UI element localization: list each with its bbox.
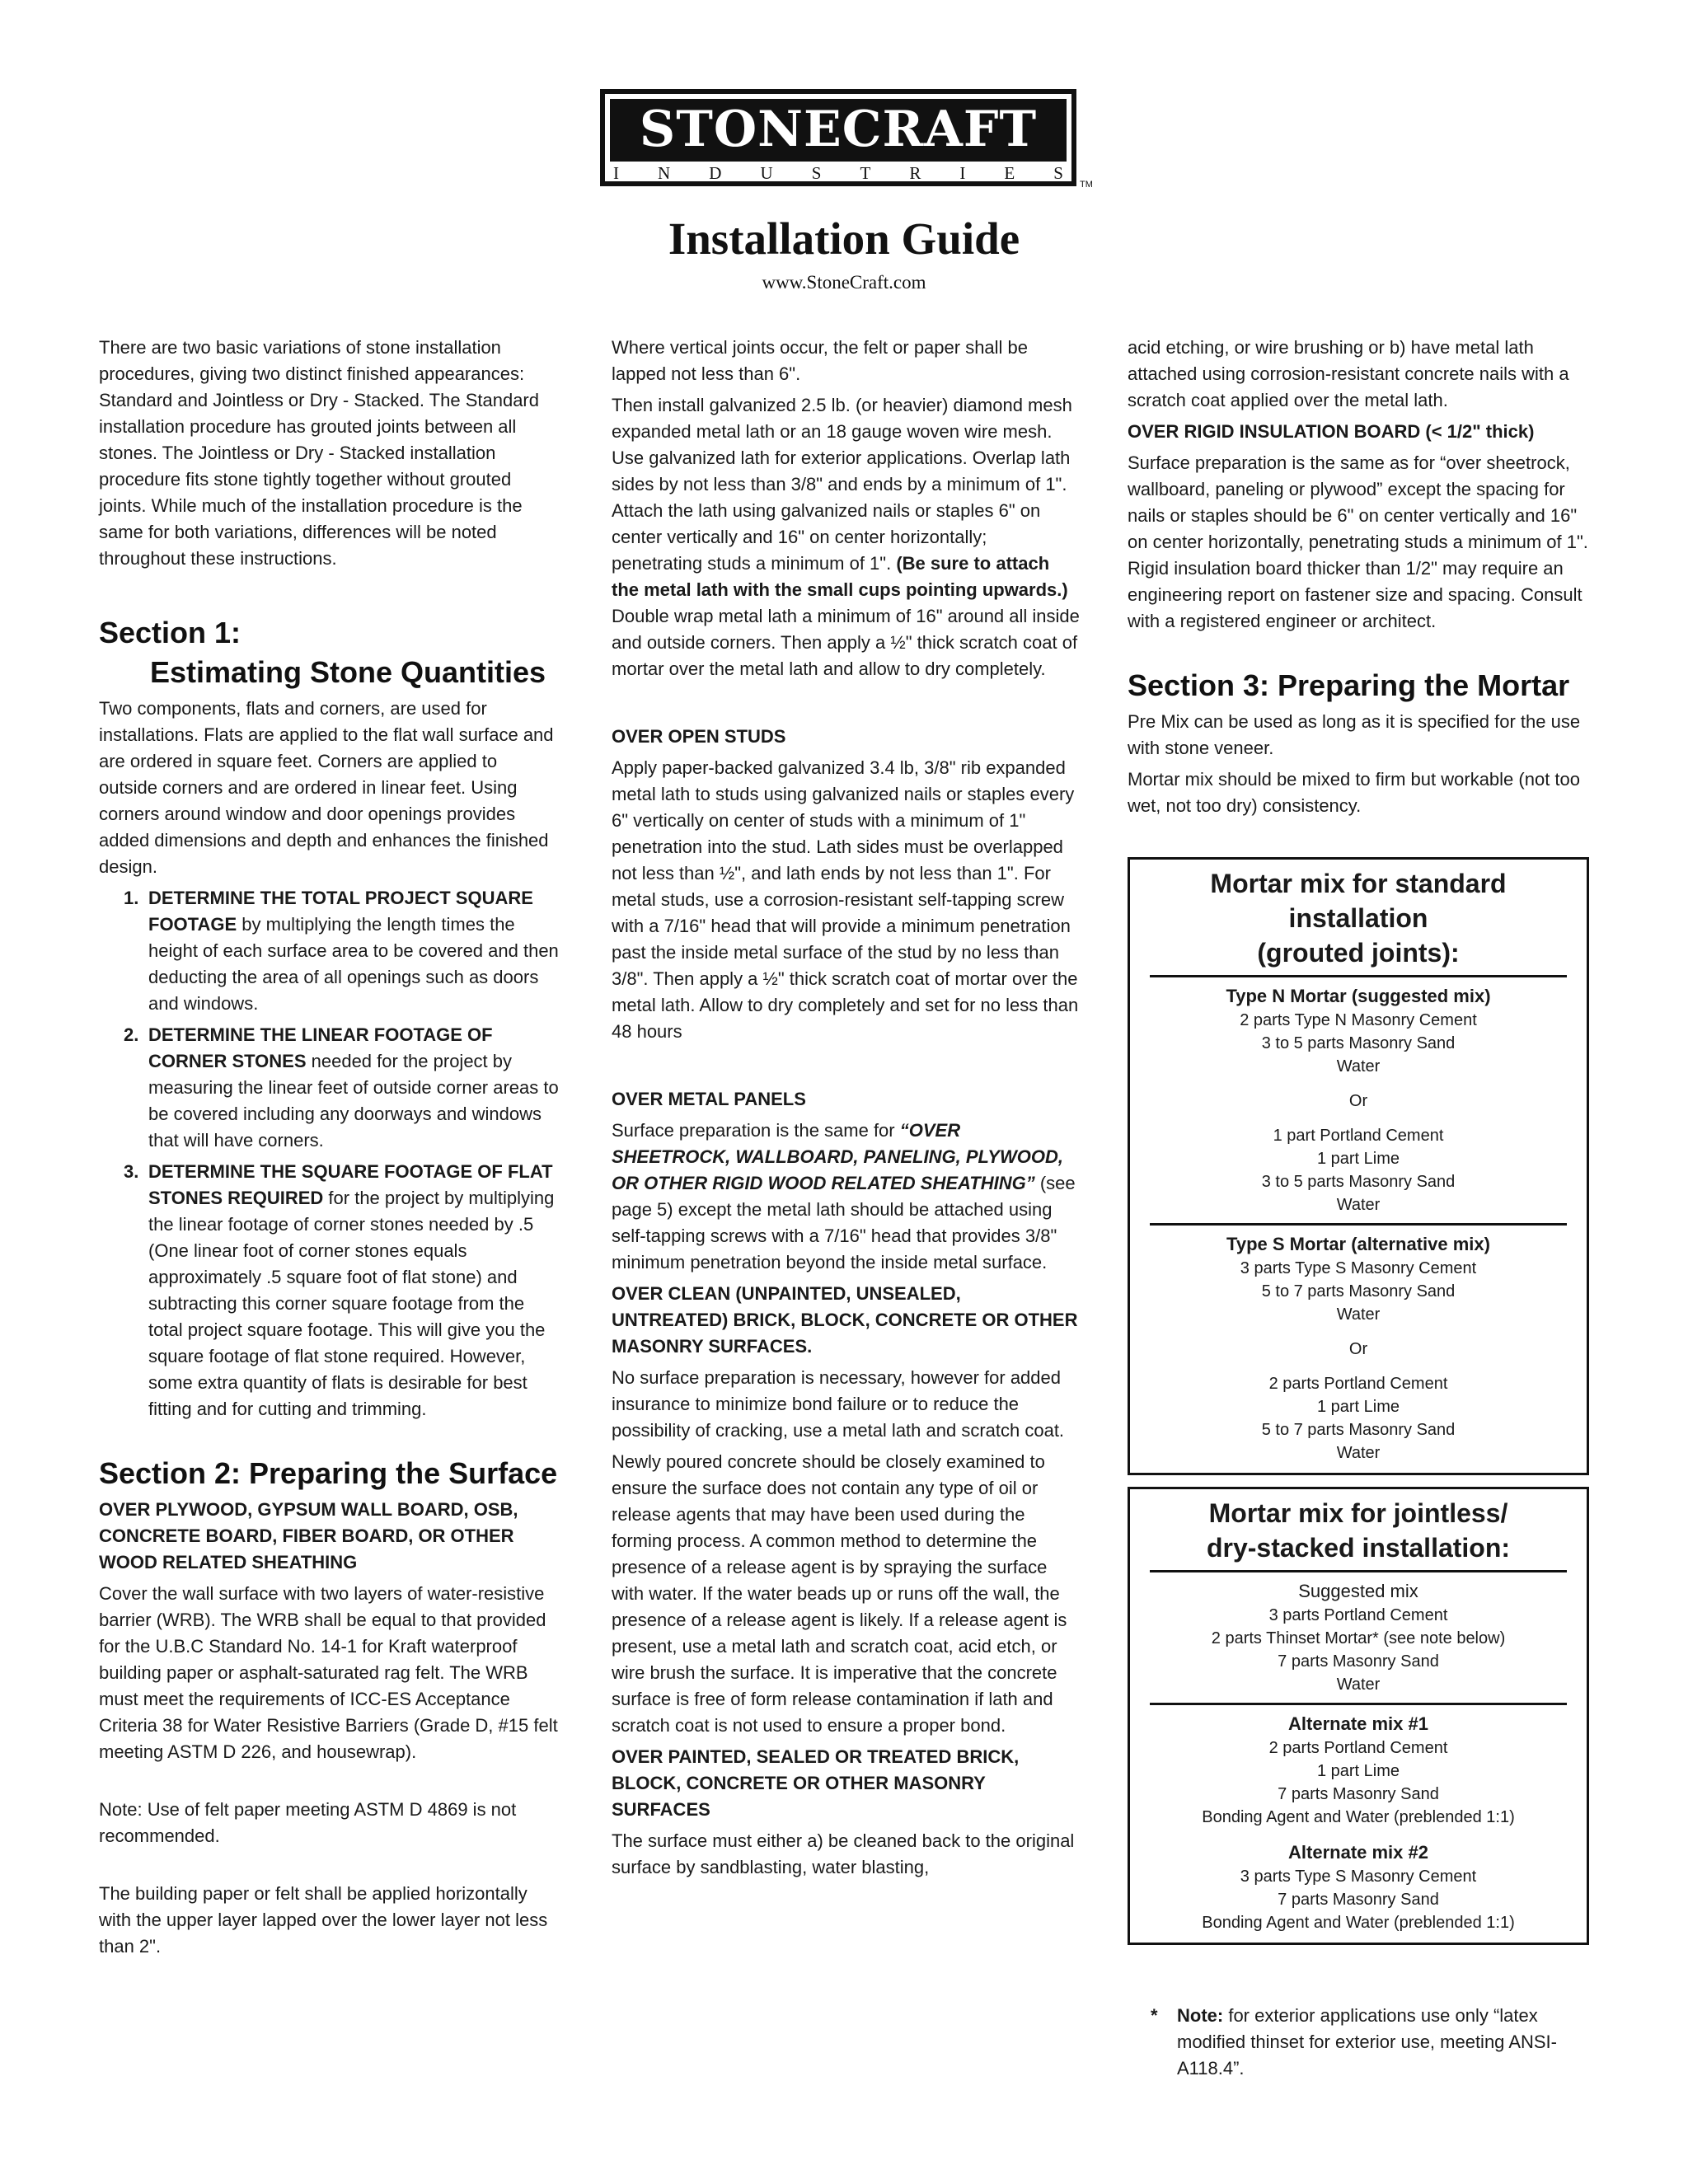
metal-panels-subheading: OVER METAL PANELS <box>612 1089 806 1109</box>
mix-line: 1 part Lime <box>1316 1150 1400 1168</box>
logo-letter: N <box>658 163 671 183</box>
metal-panels-text-2: (see page 5) except the metal lath should be attached using self-tapping screws with a 7/16" head that provides 3/8" minimum penetration beyond the inside metal surface. <box>612 1173 1076 1272</box>
standard-mortar-title <box>1150 866 1567 977</box>
metal-panels-reference: “OVER SHEETROCK, WALLBOARD, PANELING, PLYWOOD, OR OTHER RIGID WOOD RELATED SHEATHING” <box>612 1120 1063 1193</box>
suggested-mix-heading: Suggested mix <box>1298 1581 1418 1601</box>
list-item <box>99 1022 560 1154</box>
trademark-mark: TM <box>1080 180 1093 190</box>
vertical-joints-paragraph: Where vertical joints occur, the felt or paper shall be lapped not less than 6". <box>612 337 1029 384</box>
mix-line: Bonding Agent and Water (preblended 1:1) <box>1202 1914 1515 1932</box>
column-2 <box>612 335 1081 1886</box>
step-heading: DETERMINE THE SQUARE FOOTAGE OF FLAT STONES REQUIRED <box>148 1161 553 1208</box>
logo-letter: U <box>760 163 773 183</box>
note-asterisk: * <box>1151 2005 1158 2026</box>
rigid-insulation-paragraph: Surface preparation is the same as for “over sheetrock, wallboard, paneling or plywood” except the spacing for nails or staples should be 6" on center vertically and 16" on center horizontally, penetrating studs a minimum of 1". Rigid insulation board thicker than 1/2" may require an engineering report on fastener size and spacing. Consult with a registered engineer or architect. <box>1128 452 1588 631</box>
section-1-label: Section 1: <box>99 616 241 649</box>
logo-letter: S <box>1053 163 1063 183</box>
mix-line: 3 parts Type S Masonry Cement <box>1240 1259 1477 1277</box>
building-paper-paragraph: The building paper or felt shall be applied horizontally with the upper layer lapped over the lower layer not less than 2". <box>99 1883 548 1957</box>
open-studs-paragraph: Apply paper-backed galvanized 3.4 lb, 3/8" rib expanded metal lath to studs using galvanized nails or staples every 6" vertically on center of studs with a minimum of 1" penetration into the stud. Lath sides must be overlapped not less than ½", and lath ends by not less than 1". For metal studs, use a corrosion-resistant self-tapping screw with a 7/16" head that will provide a minimum penetration past the inside metal surface of the stud by no less than 3/8". Then apply a ½" thick scratch coat of mortar over the metal lath. Allow to dry completely and set for no less than 48 hours <box>612 757 1079 1042</box>
section-2-heading: Section 2: Preparing the Surface <box>99 1456 558 1490</box>
alternate-mix-1-heading: Alternate mix #1 <box>1288 1713 1428 1734</box>
mix-line: 5 to 7 parts Masonry Sand <box>1261 1421 1456 1439</box>
logo-letter: D <box>709 163 722 183</box>
jointless-mortar-title-line-1: Mortar mix for jointless/ <box>1208 1498 1508 1528</box>
logo-letter: E <box>1004 163 1015 183</box>
painted-masonry-subheading: OVER PAINTED, SEALED OR TREATED BRICK, BLOCK, CONCRETE OR OTHER MASONRY SURFACES <box>612 1746 1020 1820</box>
logo-wordmark: STONECRAFT <box>639 101 1038 158</box>
step-text: needed for the project by measuring the linear feet of outside corner areas to be covered including any doorways and windows that will have corners. <box>148 1051 559 1151</box>
mix-line: 2 parts Portland Cement <box>1268 1739 1448 1757</box>
mix-line: 3 parts Portland Cement <box>1268 1606 1448 1624</box>
jointless-mortar-title <box>1150 1496 1567 1572</box>
stonecraft-logo <box>600 89 1076 186</box>
standard-mortar-title-line-2: (grouted joints): <box>1257 938 1460 968</box>
mix-divider <box>1150 1223 1567 1226</box>
clean-masonry-paragraph-2: Newly poured concrete should be closely examined to ensure the surface does not contain any type of oil or release agents that may have been used during the forming process. A common method to determine the presence of a release agent is by spraying the surface with water. If the water beads up or runs off the wall, the presence of a release agent is likely. If a release agent is present, use a metal lath and scratch coat, acid etch, or wire brush the surface. It is imperative that the concrete surface is free of form release contamination if lath and scratch coat is not used to ensure a proper bond. <box>612 1451 1067 1736</box>
page-title: Installation Guide <box>668 213 1020 264</box>
type-s-heading: Type S Mortar (alternative mix) <box>1226 1234 1490 1254</box>
step-heading: DETERMINE THE TOTAL PROJECT SQUARE FOOTAGE <box>148 888 533 935</box>
mix-line: 3 parts Type S Masonry Cement <box>1240 1868 1477 1886</box>
acid-etching-paragraph: acid etching, or wire brushing or b) have metal lath attached using corrosion-resistant concrete nails with a scratch coat applied over the metal lath. <box>1128 337 1569 410</box>
step-text: by multiplying the length times the height of each surface area to be covered and then deducting the area of all openings such as doors and windows. <box>148 914 559 1014</box>
jointless-mortar-box <box>1128 1487 1589 1945</box>
painted-masonry-paragraph: The surface must either a) be cleaned back to the original surface by sandblasting, water blasting, <box>612 1830 1075 1877</box>
logo-letter: I <box>613 163 619 183</box>
felt-note: Note: Use of felt paper meeting ASTM D 4869 is not recommended. <box>99 1799 517 1846</box>
mix-divider <box>1150 1703 1567 1705</box>
step-number: 3. <box>124 1161 139 1182</box>
mix-line: 1 part Lime <box>1316 1762 1400 1780</box>
type-n-heading: Type N Mortar (suggested mix) <box>1226 986 1491 1006</box>
rigid-insulation-subheading: OVER RIGID INSULATION BOARD (< 1/2" thick) <box>1128 421 1535 442</box>
logo-letter: R <box>909 163 921 183</box>
wrb-paragraph: Cover the wall surface with two layers of water-resistive barrier (WRB). The WRB shall be equal to that provided for the U.B.C Standard No. 14-1 for Kraft waterproof building paper or asphalt-saturated rag felt. The WRB must meet the requirements of ICC-ES Acceptance Criteria 38 for Water Resistive Barriers (Grade D, #15 felt meeting ASTM D 226, and housewrap). <box>99 1583 558 1762</box>
alternate-mix-2-heading: Alternate mix #2 <box>1288 1842 1428 1863</box>
mix-line: 2 parts Type N Masonry Cement <box>1240 1011 1477 1029</box>
step-heading: DETERMINE THE LINEAR FOOTAGE OF CORNER STONES <box>148 1024 493 1071</box>
note-text: for exterior applications use only “latex modified thinset for exterior use, meeting ANSI-A118.4”. <box>1177 2005 1557 2079</box>
list-item <box>99 885 560 1017</box>
section-1-body: Two components, flats and corners, are used for installations. Flats are applied to the flat wall surface and are ordered in square feet. Corners are applied to outside corners and are ordered in linear feet. Using corners around window and door openings provides added dimensions and depth and enhances the finished design. <box>99 698 554 877</box>
or-separator: Or <box>1348 1340 1368 1358</box>
column-3 <box>1128 335 1589 2082</box>
mix-line: Water <box>1336 1057 1381 1076</box>
thinset-note <box>1128 2003 1589 2082</box>
standard-mortar-box <box>1128 857 1589 1475</box>
metal-lath-paragraph <box>612 392 1081 682</box>
estimating-steps <box>99 885 560 1422</box>
intro-paragraph: There are two basic variations of stone installation procedures, giving two distinct finished appearances: Standard and Jointless or Dry - Stacked. The Standard installation procedure has grouted joints between all stones. The Jointless or Dry - Stacked installation procedure fits stone tightly together without grouted joints. While much of the installation procedure is the same for both variations, differences will be noted throughout these instructions. <box>99 337 539 569</box>
metal-lath-text-2: Double wrap metal lath a minimum of 16" around all inside and outside corners. Then apply a ½" thick scratch coat of mortar over the metal lath and allow to dry completely. <box>612 606 1080 679</box>
metal-lath-warning: (Be sure to attach the metal lath with the small cups pointing upwards.) <box>612 553 1068 600</box>
mix-line: Water <box>1336 1305 1381 1324</box>
logo-subtitle <box>613 163 1063 183</box>
mix-line: Water <box>1336 1196 1381 1214</box>
logo-letter: S <box>811 163 822 183</box>
mix-line: 1 part Lime <box>1316 1398 1400 1416</box>
open-studs-subheading: OVER OPEN STUDS <box>612 726 786 747</box>
logo-letter: I <box>959 163 966 183</box>
clean-masonry-subheading: OVER CLEAN (UNPAINTED, UNSEALED, UNTREATED) BRICK, BLOCK, CONCRETE OR OTHER MASONRY SURFACES. <box>612 1283 1078 1357</box>
note-label: Note: <box>1177 2005 1224 2026</box>
plywood-subheading: OVER PLYWOOD, GYPSUM WALL BOARD, OSB, CONCRETE BOARD, FIBER BOARD, OR OTHER WOOD RELATED SHEATHING <box>99 1499 518 1572</box>
mix-line: 7 parts Masonry Sand <box>1278 1785 1439 1803</box>
step-text: for the project by multiplying the linear footage of corner stones needed by .5 (One linear foot of corner stones equals approximately .5 square foot of flat stone) and subtracting this corner square footage from the total project square footage. This will give you the square footage of flat stone required. However, some extra quantity of flats is desirable for best fitting and for cutting and trimming. <box>148 1188 555 1419</box>
metal-panels-paragraph <box>612 1118 1081 1276</box>
mix-line: Water <box>1336 1675 1381 1694</box>
logo-letter: T <box>860 163 871 183</box>
metal-panels-text: Surface preparation is the same for <box>612 1120 900 1141</box>
mix-line: 7 parts Masonry Sand <box>1278 1652 1439 1671</box>
column-1 <box>99 335 560 1965</box>
mix-line: Water <box>1336 1444 1381 1462</box>
mix-line: Bonding Agent and Water (preblended 1:1) <box>1202 1808 1515 1826</box>
premix-paragraph: Pre Mix can be used as long as it is specified for the use with stone veneer. <box>1128 711 1581 758</box>
section-3-heading: Section 3: Preparing the Mortar <box>1128 668 1570 702</box>
mix-line: 2 parts Portland Cement <box>1268 1375 1448 1393</box>
step-number: 1. <box>124 888 139 908</box>
metal-lath-text: Then install galvanized 2.5 lb. (or heavier) diamond mesh expanded metal lath or an 18 gauge woven wire mesh. Use galvanized lath for exterior applications. Overlap lath sides by not less than 3/8" and ends by a minimum of 1". Attach the lath using galvanized nails or staples 6" on center vertically and 16" on center horizontally; penetrating studs a minimum of 1". <box>612 395 1072 574</box>
jointless-mortar-title-line-2: dry-stacked installation: <box>1206 1533 1511 1563</box>
mix-line: 5 to 7 parts Masonry Sand <box>1261 1282 1456 1301</box>
list-item <box>99 1159 560 1422</box>
consistency-paragraph: Mortar mix should be mixed to firm but workable (not too wet, not too dry) consistency. <box>1128 769 1581 816</box>
website-url: www.StoneCraft.com <box>762 272 926 293</box>
mix-line: 7 parts Masonry Sand <box>1278 1891 1439 1909</box>
mix-line: 3 to 5 parts Masonry Sand <box>1261 1173 1456 1191</box>
logo-band <box>610 99 1067 162</box>
mix-line: 1 part Portland Cement <box>1273 1127 1444 1145</box>
section-1-title: Estimating Stone Quantities <box>150 655 546 689</box>
clean-masonry-paragraph-1: No surface preparation is necessary, however for added insurance to minimize bond failure or to reduce the possibility of cracking, use a metal lath and scratch coat. <box>612 1367 1065 1441</box>
step-number: 2. <box>124 1024 139 1045</box>
standard-mortar-title-line-1: Mortar mix for standard installation <box>1210 869 1507 933</box>
mix-line: 2 parts Thinset Mortar* (see note below) <box>1211 1629 1506 1647</box>
section-1-heading <box>99 613 560 692</box>
mix-line: 3 to 5 parts Masonry Sand <box>1261 1034 1456 1052</box>
or-separator: Or <box>1348 1092 1368 1110</box>
